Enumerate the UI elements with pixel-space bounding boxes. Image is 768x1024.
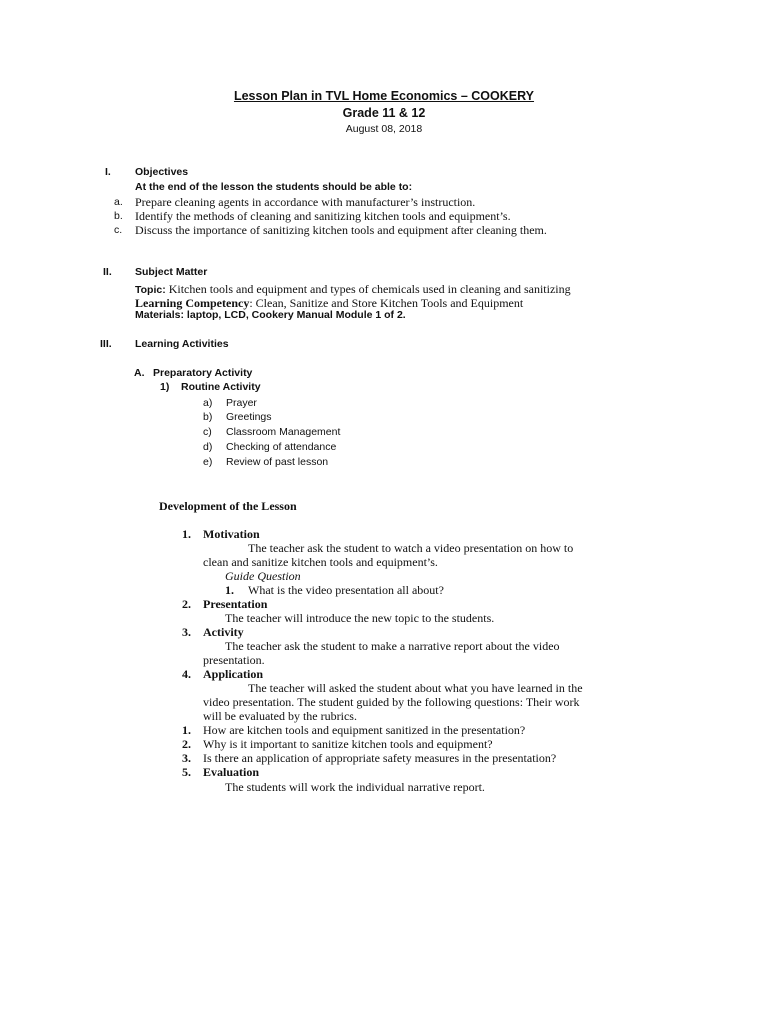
presentation-text: The teacher will introduce the new topic to the students. <box>225 611 495 625</box>
section-number-subject-matter: II. <box>103 266 112 278</box>
objective-letter: b. <box>114 210 123 222</box>
section-title-objectives: Objectives <box>135 166 189 178</box>
evaluation-text: The students will work the individual narrative report. <box>225 780 485 794</box>
routine-item: Classroom Management <box>226 426 341 438</box>
motivation-text: clean and sanitize kitchen tools and equipment’s. <box>203 555 438 569</box>
activity-text: The teacher ask the student to make a narrative report about the video <box>225 639 560 653</box>
section-title-learning-activities: Learning Activities <box>135 338 229 350</box>
guide-question-number: 1. <box>225 583 234 597</box>
preparatory-title: Preparatory Activity <box>153 367 253 379</box>
materials-line: Materials: laptop, LCD, Cookery Manual Module 1 of 2. <box>135 309 406 321</box>
routine-item: Greetings <box>226 411 272 423</box>
routine-letter: a) <box>203 397 213 409</box>
application-text: video presentation. The student guided by the following questions: Their work <box>203 695 580 709</box>
objective-letter: a. <box>114 196 123 208</box>
objective-item: Prepare cleaning agents in accordance with manufacturer’s instruction. <box>135 195 476 209</box>
routine-item: Prayer <box>226 397 257 409</box>
routine-number: 1) <box>160 381 170 393</box>
activity-text: presentation. <box>203 653 265 667</box>
application-title: Application <box>203 667 264 681</box>
presentation-number: 2. <box>182 597 191 611</box>
document-title: Lesson Plan in TVL Home Economics – COOKERY <box>233 89 535 103</box>
objective-item: Discuss the importance of sanitizing kitchen tools and equipment after cleaning them. <box>135 223 547 237</box>
section-number-objectives: I. <box>105 166 111 178</box>
question-text: Why is it important to sanitize kitchen tools and equipment? <box>203 737 493 751</box>
guide-question-label: Guide Question <box>225 569 301 583</box>
competency-label: Learning Competency <box>135 296 250 310</box>
application-number: 4. <box>182 667 191 681</box>
preparatory-letter: A. <box>134 367 145 379</box>
topic-text: Kitchen tools and equipment and types of chemicals used in cleaning and sanitizing <box>165 282 571 296</box>
application-text: The teacher will asked the student about what you have learned in the <box>248 681 583 695</box>
motivation-text: The teacher ask the student to watch a video presentation on how to <box>248 541 574 555</box>
routine-letter: e) <box>203 456 213 468</box>
routine-letter: d) <box>203 441 213 453</box>
motivation-title: Motivation <box>203 527 260 541</box>
evaluation-number: 5. <box>182 765 191 779</box>
routine-letter: b) <box>203 411 213 423</box>
question-number: 2. <box>182 737 191 751</box>
topic-label: Topic: <box>135 284 166 296</box>
routine-item: Review of past lesson <box>226 456 329 468</box>
presentation-title: Presentation <box>203 597 268 611</box>
question-number: 3. <box>182 751 191 765</box>
section-title-subject-matter: Subject Matter <box>135 266 208 278</box>
grade-level: Grade 11 & 12 <box>342 106 426 120</box>
lesson-date: August 08, 2018 <box>345 123 423 135</box>
routine-item: Checking of attendance <box>226 441 337 453</box>
activity-number: 3. <box>182 625 191 639</box>
objective-letter: c. <box>114 224 123 236</box>
question-number: 1. <box>182 723 191 737</box>
question-text: Is there an application of appropriate safety measures in the presentation? <box>203 751 557 765</box>
objectives-intro: At the end of the lesson the students should be able to: <box>135 181 413 193</box>
application-text: will be evaluated by the rubrics. <box>203 709 357 723</box>
activity-title: Activity <box>203 625 244 639</box>
question-text: How are kitchen tools and equipment sanitized in the presentation? <box>203 723 526 737</box>
routine-title: Routine Activity <box>181 381 261 393</box>
competency-text: : Clean, Sanitize and Store Kitchen Tools and Equipment <box>249 296 524 310</box>
section-number-learning-activities: III. <box>100 338 112 350</box>
guide-question-text: What is the video presentation all about? <box>248 583 444 597</box>
development-title: Development of the Lesson <box>159 499 297 513</box>
routine-letter: c) <box>203 426 212 438</box>
objective-item: Identify the methods of cleaning and sanitizing kitchen tools and equipment’s. <box>135 209 511 223</box>
evaluation-title: Evaluation <box>203 765 260 779</box>
motivation-number: 1. <box>182 527 191 541</box>
